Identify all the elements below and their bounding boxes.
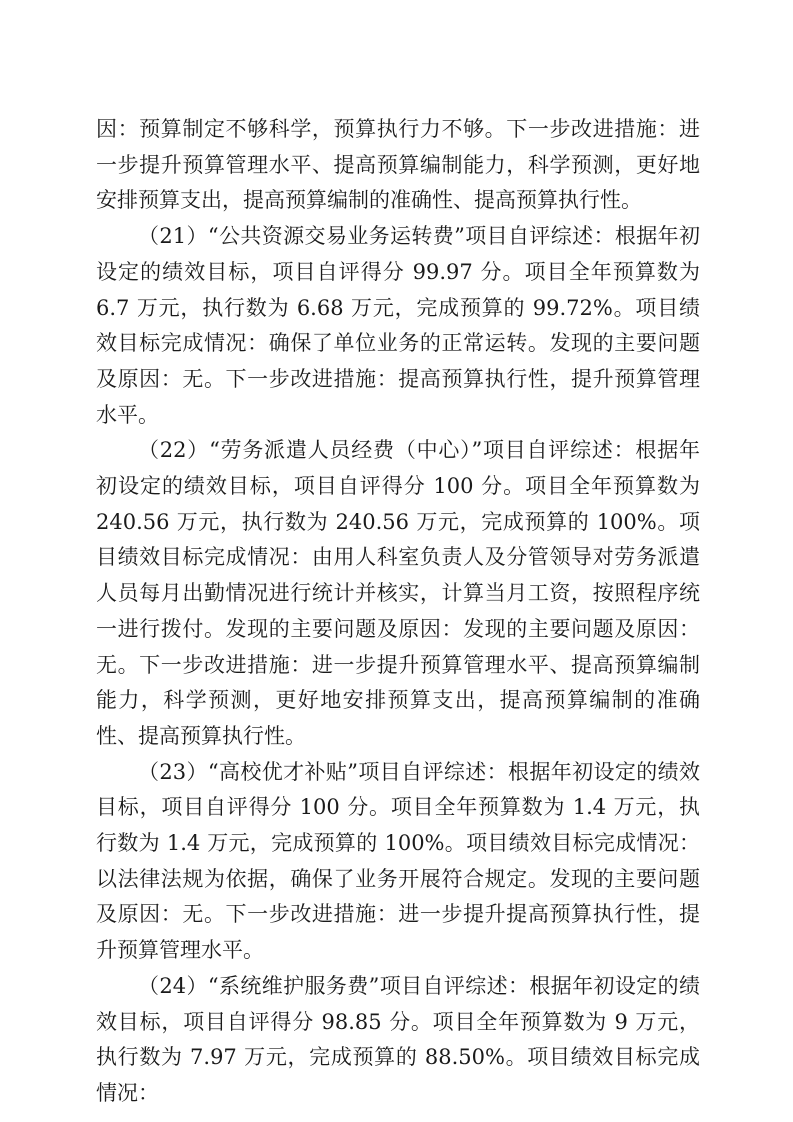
paragraph-continuation: 因：预算制定不够科学，预算执行力不够。下一步改进措施：进一步提升预算管理水平、提高预算编制能力，科学预测，更好地安排预算支出，提高预算编制的准确性、提高预算执行性。 <box>96 117 700 213</box>
paragraph-item-23: （23）“高校优才补贴”项目自评综述：根据年初设定的绩效目标，项目自评得分 100 分。项目全年预算数为 1.4 万元，执行数为 1.4 万元，完成预算的 100%。项目绩效目标完成情况：以法律法规为依据，确保了业务开展符合规定。发现的主要问题及原因：无。下一步改进措施：进一步提升提高预算执行性，提升预算管理水平。 <box>96 759 700 963</box>
paragraph-item-21: （21）“公共资源交易业务运转费”项目自评综述：根据年初设定的绩效目标，项目自评得分 99.97 分。项目全年预算数为 6.7 万元，执行数为 6.68 万元，完成预算的 99.72%。项目绩效目标完成情况：确保了单位业务的正常运转。发现的主要问题及原因：无。下一步改进措施：提高预算执行性，提升预算管理水平。 <box>96 224 700 427</box>
paragraph-item-22: （22）“劳务派遣人员经费（中心）”项目自评综述：根据年初设定的绩效目标，项目自评得分 100 分。项目全年预算数为 240.56 万元，执行数为 240.56 万元，完成预算的 100%。项目绩效目标完成情况：由用人科室负责人及分管领导对劳务派遣人员每月出勤情况进行统计并核实，计算当月工资，按照程序统一进行拨付。发现的主要问题及原因：发现的主要问题及原因：无。下一步改进措施：进一步提升预算管理水平、提高预算编制能力，科学预测，更好地安排预算支出，提高预算编制的准确性、提高预算执行性。 <box>96 438 700 748</box>
document-body <box>96 112 700 1112</box>
paragraph-item-24: （24）“系统维护服务费”项目自评综述：根据年初设定的绩效目标，项目自评得分 98.85 分。项目全年预算数为 9 万元，执行数为 7.97 万元，完成预算的 88.50%。项目绩效目标完成情况： <box>96 973 700 1105</box>
